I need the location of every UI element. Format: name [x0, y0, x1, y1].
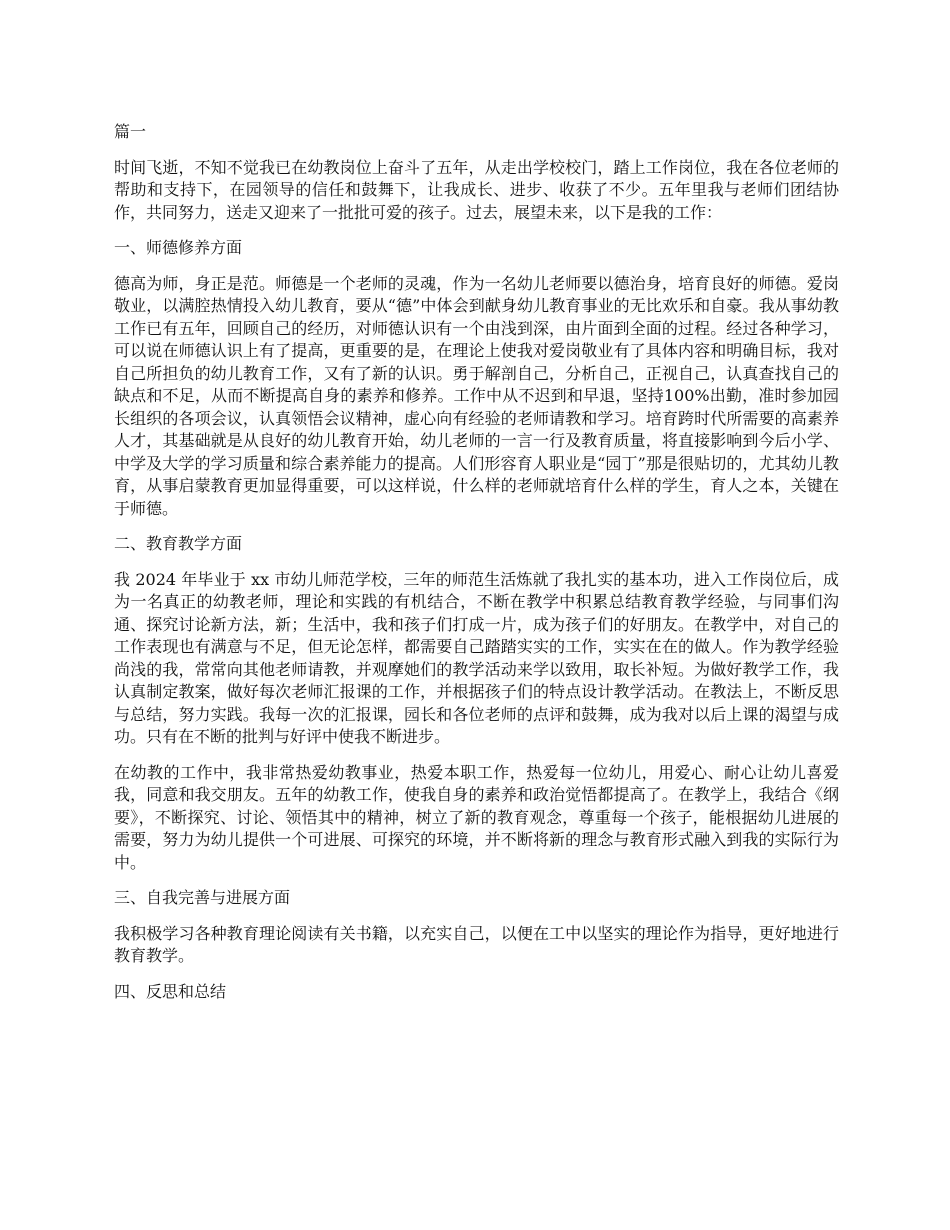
teaching-paragraph-2: 在幼教的工作中，我非常热爱幼教事业，热爱本职工作，热爱每一位幼儿，用爱心、耐心让幼儿喜爱我，同意和我交朋友。五年的幼教工作，使我自身的素养和政治觉悟都提高了。在教学上，我结合《纲要》，不断探究、讨论、领悟其中的精神，树立了新的教育观念，尊重每一个孩子，能根据幼儿进展的需要，努力为幼儿提供一个可进展、可探究的环境，并不断将新的理念与教育形式融入到我的实际行为中。	[114, 762, 839, 872]
intro-paragraph: 时间飞逝，不知不觉我已在幼教岗位上奋斗了五年，从走出学校校门，踏上工作岗位，我在各位老师的帮助和支持下，在园领导的信任和鼓舞下，让我成长、进步、收获了不少。五年里我与老师们团结协作，共同努力，送走又迎来了一批批可爱的孩子。过去，展望未来，以下是我的工作：	[114, 157, 839, 222]
section-heading-self-improvement: 三、自我完善与进展方面	[114, 888, 291, 907]
teacher-ethics-paragraph: 德高为师，身正是范。师德是一个老师的灵魂，作为一名幼儿老师要以德治身，培育良好的师德。爱岗敬业，以满腔热情投入幼儿教育，要从“德”中体会到献身幼儿教育事业的无比欢乐和自豪。我从事幼教工作已有五年，回顾自己的经历，对师德认识有一个由浅到深，由片面到全面的过程。经过各种学习，可以说在师德认识上有了提高，更重要的是，在理论上使我对爱岗敬业有了具体内容和明确目标，我对自己所担负的幼儿教育工作，又有了新的认识。勇于解剖自己，分析自己，正视自己，认真查找自己的缺点和不足，从而不断提高自身的素养和修养。工作中从不迟到和早退，坚持100%出勤，准时参加园长组织的各项会议，认真领悟会议精神，虚心向有经验的老师请教和学习。培育跨时代所需要的高素养人才，其基础就是从良好的幼儿教育开始，幼儿老师的一言一行及教育质量，将直接影响到今后小学、中学及大学的学习质量和综合素养能力的提高。人们形容育人职业是“园丁”那是很贴切的，尤其幼儿教育，从事启蒙教育更加显得重要，可以这样说，什么样的老师就培育什么样的学生，育人之本，关键在于师德。	[114, 273, 839, 518]
section-heading-pian-yi: 篇一	[114, 122, 147, 141]
self-improvement-paragraph: 我积极学习各种教育理论阅读有关书籍，以充实自己，以便在工中以坚实的理论作为指导，更好地进行教育教学。	[114, 923, 839, 965]
document-page	[114, 121, 839, 1016]
section-heading-teacher-ethics: 一、师德修养方面	[114, 238, 243, 257]
section-heading-teaching: 二、教育教学方面	[114, 534, 243, 553]
section-heading-reflection: 四、反思和总结	[114, 981, 227, 1001]
teaching-paragraph-1: 我 2024 年毕业于 xx 市幼儿师范学校，三年的师范生活炼就了我扎实的基本功，进入工作岗位后，成为一名真正的幼教老师，理论和实践的有机结合，不断在教学中积累总结教育教学经验，与同事们沟通、探究讨论新方法，新；生活中，我和孩子们打成一片，成为孩子们的好朋友。在教学中，对自己的工作表现也有满意与不足，但无论怎样，都需要自己踏踏实实的工作，实实在在的做人。作为教学经验尚浅的我，常常向其他老师请教，并观摩她们的教学活动来学以致用，取长补短。为做好教学工作，我认真制定教案，做好每次老师汇报课的工作，并根据孩子们的特点设计教学活动。在教法上，不断反思与总结，努力实践。我每一次的汇报课，园长和各位老师的点评和鼓舞，成为我对以后上课的渴望与成功。只有在不断的批判与好评中使我不断进步。	[114, 569, 839, 746]
